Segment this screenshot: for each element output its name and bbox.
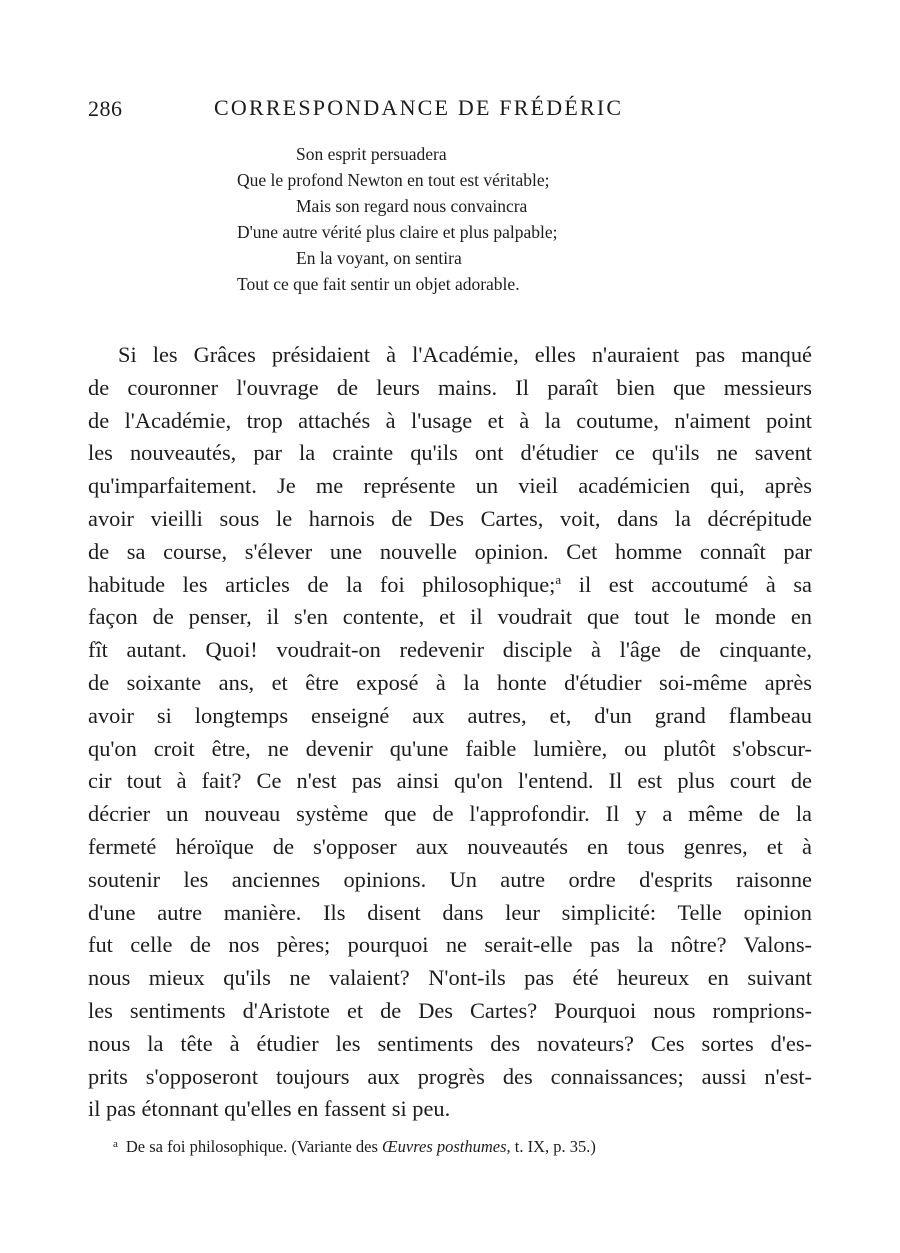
prose-line: avoir vieilli sous le harnois de Des Cartes, voit, dans la décrépitude	[88, 505, 812, 531]
poem-line: Mais son regard nous convaincra	[296, 196, 528, 216]
prose-line: il pas étonnant qu'elles en fassent si peu.	[88, 1096, 451, 1122]
prose-line: de sa course, s'élever une nouvelle opinion. Cet homme connaît par	[88, 538, 812, 564]
page-number: 286	[88, 96, 123, 121]
prose-line: nous la tête à étudier les sentiments des novateurs? Ces sortes d'es-	[88, 1030, 812, 1056]
footnote	[113, 1137, 596, 1157]
prose-line: avoir si longtemps enseigné aux autres, et, d'un grand flambeau	[88, 702, 812, 728]
prose-line: fît autant. Quoi! voudrait-on redevenir disciple à l'âge de cinquante,	[88, 637, 812, 663]
poem-line: Que le profond Newton en tout est véritable;	[237, 170, 550, 190]
poem-line: D'une autre vérité plus claire et plus palpable;	[237, 222, 558, 242]
prose-text: habitude les articles de la foi philosophique;	[88, 571, 556, 597]
footnote-text-end: t. IX, p. 35.)	[510, 1137, 596, 1156]
poem-line: Son esprit persuadera	[296, 144, 447, 164]
prose-line: qu'imparfaitement. Je me représente un vieil académicien qui, après	[88, 473, 812, 499]
prose-line: de couronner l'ouvrage de leurs mains. Il paraît bien que messieurs	[88, 374, 812, 400]
prose-line: les nouveautés, par la crainte qu'ils ont d'étudier ce qu'ils ne savent	[88, 440, 812, 466]
prose-line: les sentiments d'Aristote et de Des Cartes? Pourquoi nous romprions-	[88, 997, 812, 1023]
poem-line: Tout ce que fait sentir un objet adorable.	[237, 274, 520, 294]
poem-line: En la voyant, on sentira	[296, 248, 462, 268]
prose-line: d'une autre manière. Ils disent dans leur simplicité: Telle opinion	[88, 899, 812, 925]
prose-line: de l'Académie, trop attachés à l'usage et à la coutume, n'aiment point	[88, 407, 812, 433]
prose-line: prits s'opposeront toujours aux progrès des connaissances; aussi n'est-	[88, 1063, 812, 1089]
footnote-mark: a	[113, 1138, 118, 1150]
prose-line: de soixante ans, et être exposé à la honte d'étudier soi-même après	[88, 669, 812, 695]
prose-line: fut celle de nos pères; pourquoi ne serait-elle pas la nôtre? Valons-	[88, 932, 812, 958]
prose-line: nous mieux qu'ils ne valaient? N'ont-ils pas été heureux en suivant	[88, 965, 812, 991]
prose-text: il est accoutumé à sa	[561, 571, 812, 597]
prose-line-with-footnote	[88, 569, 812, 602]
footnote-italic-title: Œuvres posthumes,	[382, 1137, 511, 1156]
running-title: CORRESPONDANCE DE FRÉDÉRIC	[214, 95, 624, 120]
footnote-reference[interactable]: a	[555, 571, 562, 587]
prose-line: qu'on croit être, ne devenir qu'une faible lumière, ou plutôt s'obscur-	[88, 735, 812, 761]
prose-line: décrier un nouveau système que de l'approfondir. Il y a même de la	[88, 801, 812, 827]
prose-line: cir tout à fait? Ce n'est pas ainsi qu'on l'entend. Il est plus court de	[88, 768, 812, 794]
prose-line: soutenir les anciennes opinions. Un autre ordre d'esprits raisonne	[88, 866, 812, 892]
prose-line: Si les Grâces présidaient à l'Académie, elles n'auraient pas manqué	[118, 342, 812, 367]
prose-line: fermeté héroïque de s'opposer aux nouveautés en tous genres, et à	[88, 833, 812, 859]
prose-line: façon de penser, il s'en contente, et il voudrait que tout le monde en	[88, 604, 812, 630]
body-paragraph	[88, 339, 812, 1126]
footnote-text: De sa foi philosophique. (Variante des	[125, 1137, 383, 1156]
